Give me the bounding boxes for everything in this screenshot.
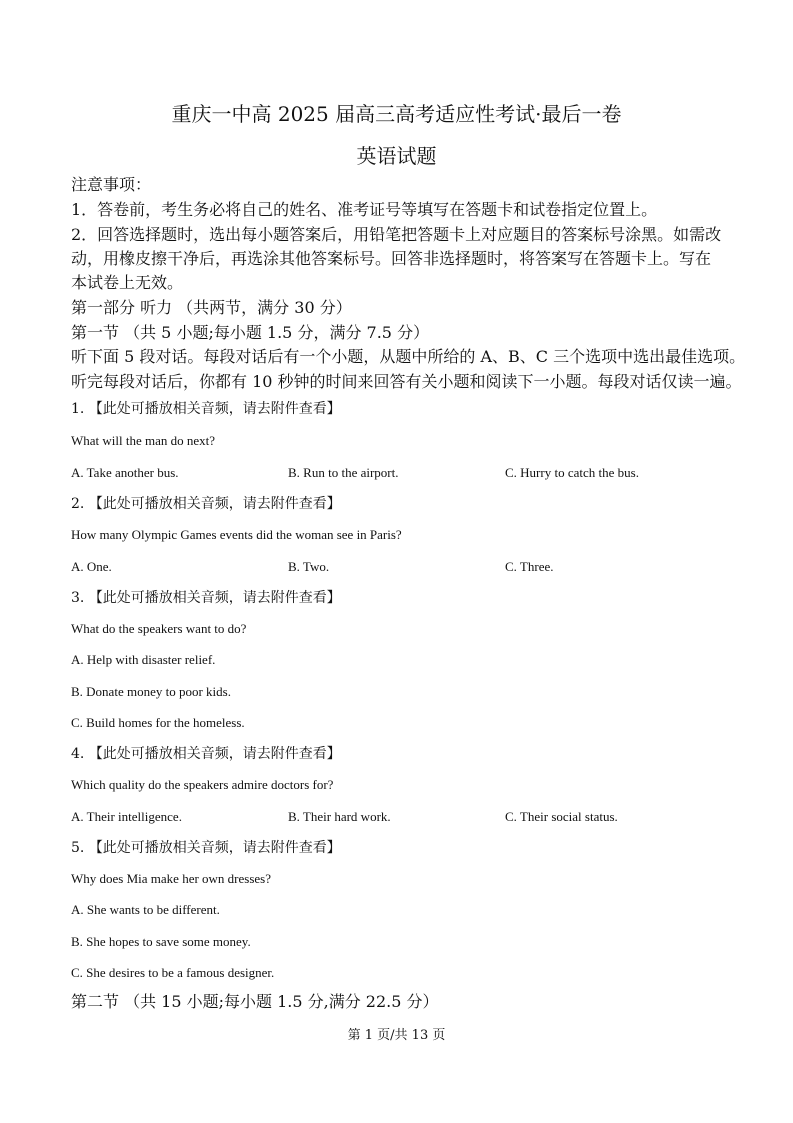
audio-placeholder-1[interactable]: 1. 【此处可播放相关音频，请去附件查看】 (71, 401, 341, 417)
question-3-option-b: B. Donate money to poor kids. (71, 684, 231, 699)
question-4-option-b: B. Their hard work. (288, 809, 391, 824)
question-1-option-a: A. Take another bus. (71, 465, 179, 480)
question-5-text: Why does Mia make her own dresses? (71, 871, 271, 886)
question-1-text: What will the man do next? (71, 433, 216, 448)
audio-placeholder-2[interactable]: 2. 【此处可播放相关音频，请去附件查看】 (71, 496, 341, 512)
question-3-option-a: A. Help with disaster relief. (71, 652, 216, 667)
notice-item-2-line-1: 2．回答选择题时，选出每小题答案后，用铅笔把答题卡上对应题目的答案标号涂黑。如需改 (71, 225, 722, 244)
question-1-option-b: B. Run to the airport. (288, 465, 399, 480)
section1-heading: 第一节 （共 5 小题;每小题 1.5 分，满分 7.5 分） (71, 323, 430, 342)
page-number: 第 1 页/共 13 页 (347, 1028, 446, 1043)
question-4-option-c: C. Their social status. (505, 809, 618, 824)
notice-item-1: 1．答卷前，考生务必将自己的姓名、准考证号等填写在答题卡和试卷指定位置上。 (71, 200, 658, 219)
audio-placeholder-3[interactable]: 3. 【此处可播放相关音频，请去附件查看】 (71, 590, 341, 606)
question-5-option-b: B. She hopes to save some money. (71, 934, 251, 949)
question-1-option-c: C. Hurry to catch the bus. (505, 465, 639, 480)
exam-title: 重庆一中高 2025 届高三高考适应性考试·最后一卷 (171, 102, 622, 126)
question-3-option-c: C. Build homes for the homeless. (71, 715, 245, 730)
notice-heading: 注意事项： (71, 175, 152, 194)
audio-placeholder-4[interactable]: 4. 【此处可播放相关音频，请去附件查看】 (71, 746, 341, 762)
question-2-text: How many Olympic Games events did the woman see in Paris? (71, 527, 402, 542)
question-5-option-a: A. She wants to be different. (71, 902, 220, 917)
instructions-line-2: 听完每段对话后，你都有 10 秒钟的时间来回答有关小题和阅读下一小题。每段对话仅读一遍。 (71, 372, 742, 391)
question-2-option-b: B. Two. (288, 559, 330, 574)
instructions-line-1: 听下面 5 段对话。每段对话后有一个小题，从题中所给的 A、B、C 三个选项中选出最佳选项。 (71, 347, 746, 366)
notice-item-2-line-2: 动，用橡皮擦干净后，再选涂其他答案标号。回答非选择题时，将答案写在答题卡上。写在 (71, 249, 712, 268)
question-2-option-a: A. One. (71, 559, 112, 574)
question-4-text: Which quality do the speakers admire doctors for? (71, 777, 334, 792)
section2-heading: 第二节 （共 15 小题;每小题 1.5 分,满分 22.5 分） (71, 992, 439, 1011)
question-3-text: What do the speakers want to do? (71, 621, 247, 636)
notice-item-2-line-3: 本试卷上无效。 (71, 273, 184, 292)
question-4-option-a: A. Their intelligence. (71, 809, 182, 824)
question-2-option-c: C. Three. (505, 559, 554, 574)
audio-placeholder-5[interactable]: 5. 【此处可播放相关音频，请去附件查看】 (71, 840, 341, 856)
exam-subtitle: 英语试题 (356, 144, 437, 168)
question-5-option-c: C. She desires to be a famous designer. (71, 965, 275, 980)
part1-heading: 第一部分 听力 （共两节，满分 30 分） (71, 298, 352, 317)
